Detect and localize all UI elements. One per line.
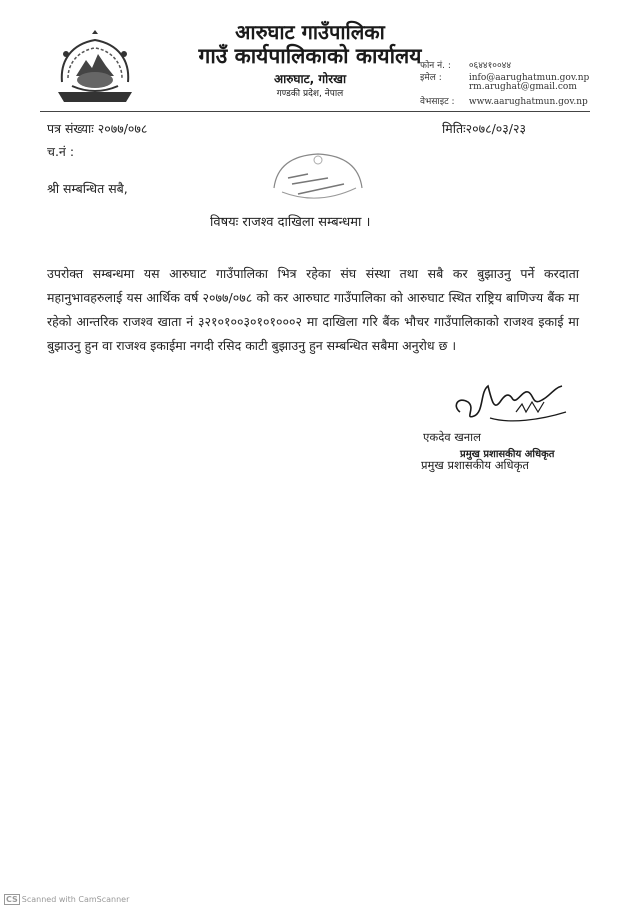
reference-number: पत्र संख्याः २०७७/०७८ — [47, 121, 148, 136]
header-divider — [40, 111, 590, 112]
letter-body: उपरोक्त सम्बन्धमा यस आरुघाट गाउँपालिका भित्र रहेका संघ संस्था तथा सबै कर बुझाउनु पर्ने करदाता महानुभावहरुलाई यस आर्थिक वर्ष २०७७/०७८ को कर आरुघाट गाउँपालिका को आरुघाट स्थित राष्ट्रिय बाणिज्य बैंक मा रहेको आन्तरिक राजश्व खाता नं ३२१०१००३०१०१०००२ मा दाखिला गरि बैंक भौचर गाउँपालिकाको राजश्व इकाई मा बुझाउनु हुन वा राजश्व इकाईमा नगदी रसिद काटी बुझाउनु हुन सम्बन्धित सबैमा अनुरोध छ । — [47, 266, 579, 353]
phone-value: ०६४४१००४४ — [468, 61, 511, 71]
office-name: आरुघाट गाउँपालिका — [235, 20, 385, 44]
office-title: गाउँ कार्यपालिकाको कार्यालय — [198, 44, 422, 68]
scanner-watermark — [4, 894, 129, 905]
subject-line: विषयः राजश्व दाखिला सम्बन्धमा । — [210, 215, 371, 230]
contact-email-2 — [420, 82, 577, 92]
website-label: वेभसाइट : — [420, 97, 455, 107]
nepal-emblem-icon — [52, 30, 138, 110]
letter-date: मितिः२०७८/०३/२३ — [442, 121, 527, 136]
camscanner-icon: CS — [6, 895, 18, 904]
signatory-stamp-title: प्रमुख प्रशासकीय अधिकृत — [460, 449, 555, 460]
recipient: श्री सम्बन्धित सबै, — [47, 181, 128, 196]
phone-label: फोन नं. : — [420, 61, 451, 71]
dispatch-number: च.नं : — [47, 144, 75, 159]
website-value: www.aarughatmun.gov.np — [468, 97, 588, 107]
office-location: आरुघाट, गोरखा — [273, 72, 347, 86]
signatory-name: एकदेव खनाल — [423, 430, 481, 444]
scanner-text: Scanned with CamScanner — [21, 895, 130, 904]
contact-website — [420, 94, 588, 107]
email-value-2: rm.arughat@gmail.com — [468, 82, 577, 92]
email-value-1: info@aarughatmun.gov.np — [468, 73, 590, 83]
office-stamp-icon — [268, 148, 368, 208]
office-province: गण्डकी प्रदेश, नेपाल — [276, 89, 344, 99]
signature-icon — [450, 372, 570, 432]
email-label: इमेल : — [420, 73, 442, 83]
signatory-title: प्रमुख प्रशासकीय अधिकृत — [421, 458, 529, 472]
